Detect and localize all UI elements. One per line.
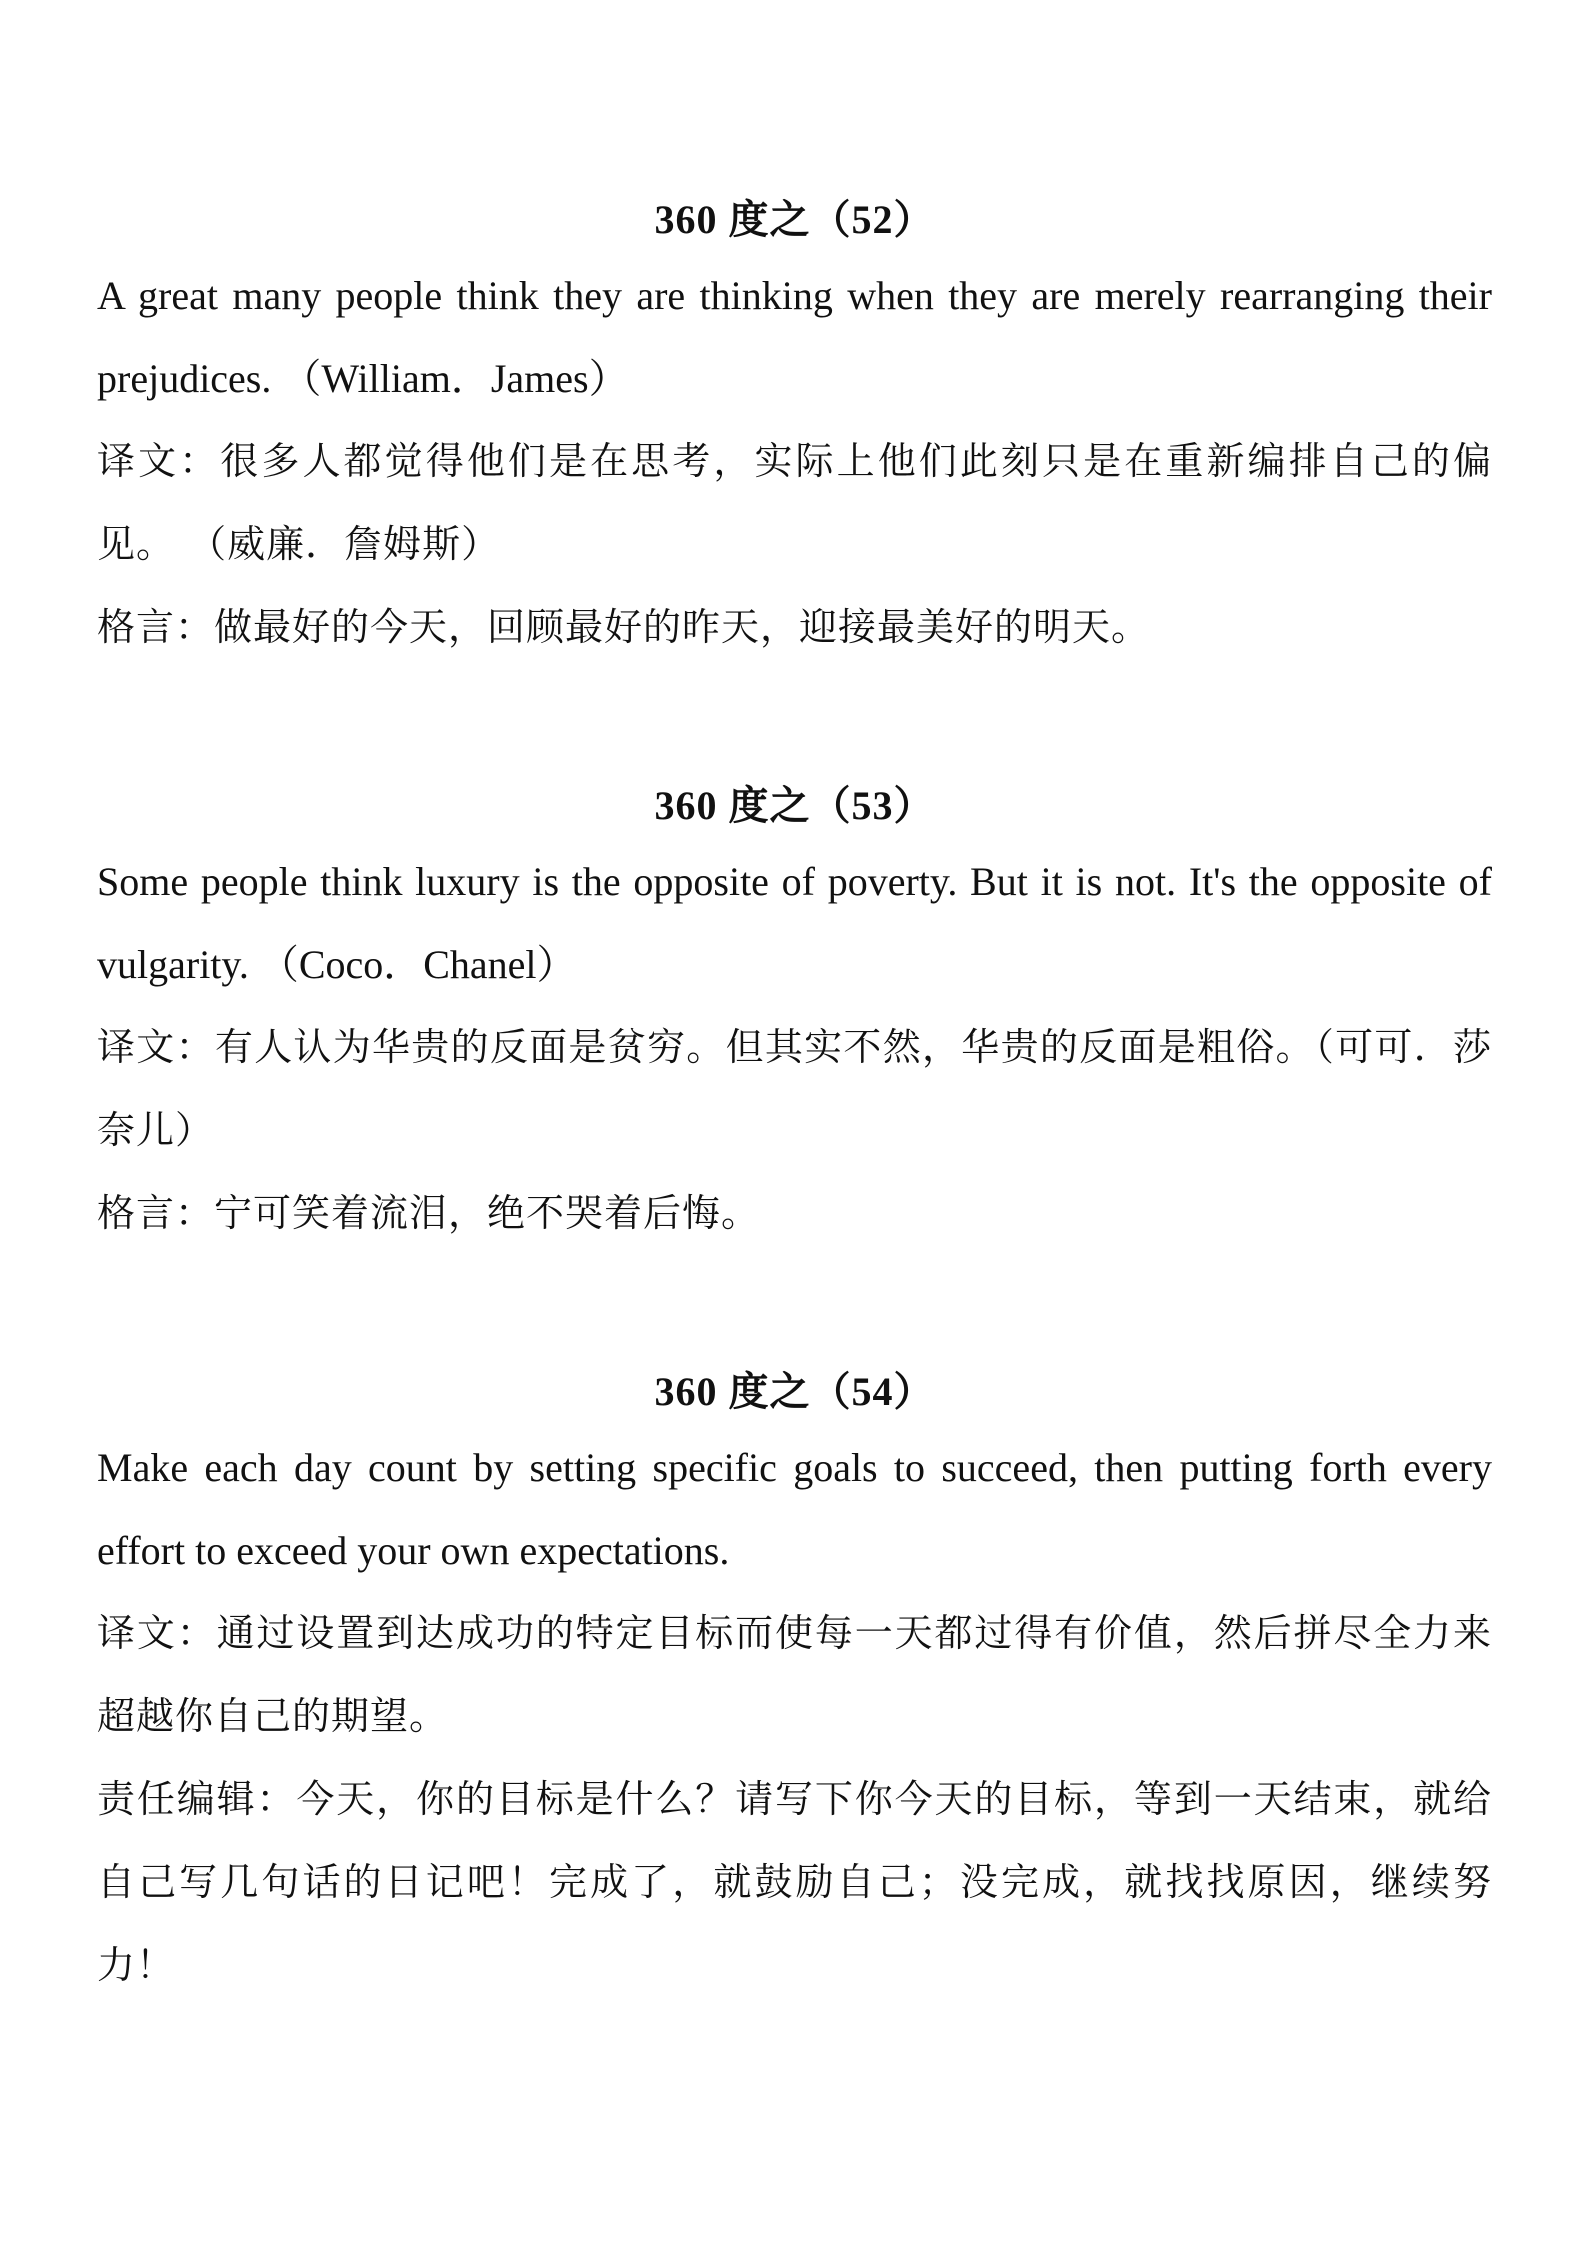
english-quote: A great many people think they are thinking when they are merely rearranging their prejudices. （William．James） bbox=[97, 273, 1492, 401]
quote-section-52 bbox=[97, 196, 1492, 669]
section-title: 360 度之（52） bbox=[654, 197, 935, 242]
section-title: 360 度之（53） bbox=[654, 783, 935, 828]
chinese-translation: 译文：有人认为华贵的反面是贫穷。但其实不然，华贵的反面是粗俗。（可可．莎奈儿） bbox=[97, 1025, 1492, 1152]
english-quote: Make each day count by setting specific goals to succeed, then putting forth every effort to exceed your own expectations. bbox=[97, 1445, 1492, 1573]
motto: 格言：宁可笑着流泪，绝不哭着后悔。 bbox=[97, 1191, 761, 1235]
chinese-translation: 译文：很多人都觉得他们是在思考，实际上他们此刻只是在重新编排自己的偏见。 （威廉．詹姆斯） bbox=[97, 439, 1492, 566]
quote-section-53 bbox=[97, 782, 1492, 1255]
editor-note: 责任编辑：今天，你的目标是什么？请写下你今天的目标，等到一天结束，就给自己写几句话的日记吧！完成了，就鼓励自己；没完成，就找找原因，继续努力！ bbox=[97, 1777, 1492, 1987]
section-title: 360 度之（54） bbox=[654, 1369, 935, 1414]
english-quote: Some people think luxury is the opposite of poverty. But it is not. It's the opposite of vulgarity. （Coco．Chanel） bbox=[97, 859, 1492, 987]
motto: 格言：做最好的今天，回顾最好的昨天，迎接最美好的明天。 bbox=[97, 605, 1151, 649]
chinese-translation: 译文：通过设置到达成功的特定目标而使每一天都过得有价值，然后拼尽全力来超越你自己的期望。 bbox=[97, 1611, 1492, 1738]
quote-section-54 bbox=[97, 1368, 1492, 2007]
